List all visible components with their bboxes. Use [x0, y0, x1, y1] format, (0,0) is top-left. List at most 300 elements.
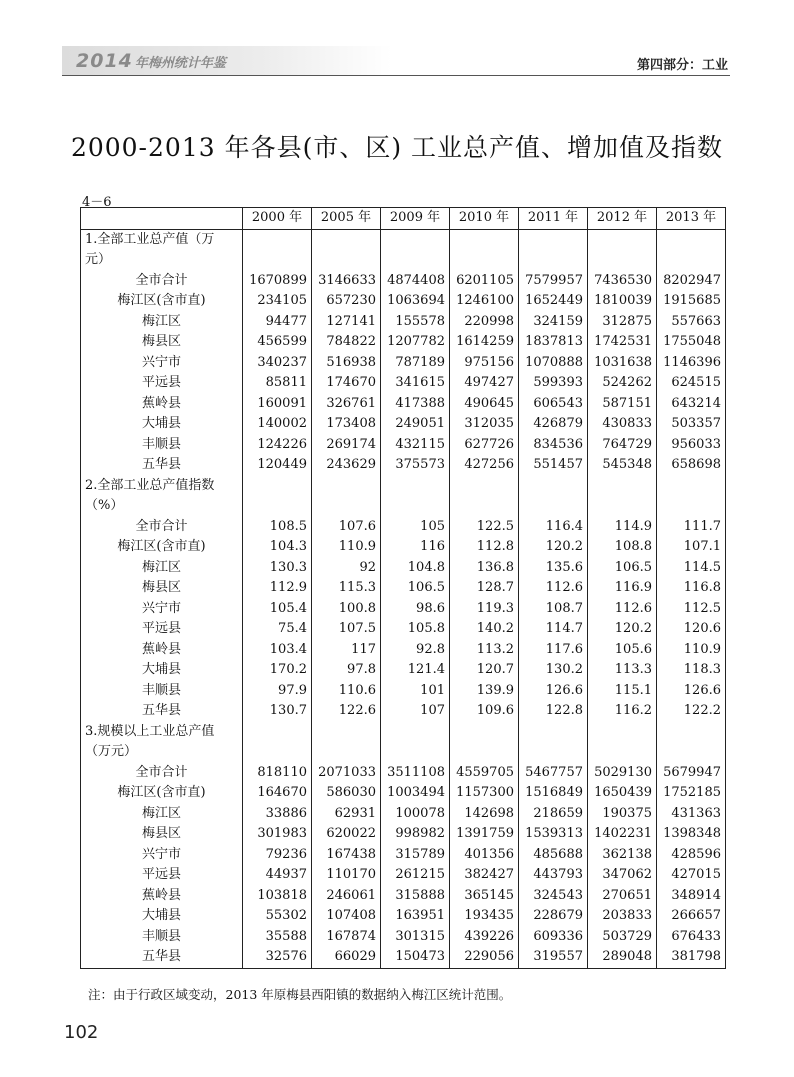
table-cell [312, 229, 381, 250]
section-label-cell: （万元） [81, 742, 243, 763]
table-row [81, 558, 726, 579]
table-cell: 1614259 [450, 332, 519, 353]
table-cell: 97.8 [312, 660, 381, 681]
table-cell: 120.2 [588, 619, 657, 640]
corner-header-cell [81, 208, 243, 230]
table-cell: 155578 [381, 312, 450, 333]
table-cell: 107.5 [312, 619, 381, 640]
table-cell: 1742531 [588, 332, 657, 353]
table-cell [519, 722, 588, 743]
table-cell: 551457 [519, 455, 588, 476]
column-header: 2009 年 [381, 208, 450, 230]
table-cell: 956033 [657, 435, 726, 456]
table-cell: 112.9 [243, 578, 312, 599]
table-cell: 106.5 [381, 578, 450, 599]
table-cell: 35588 [243, 927, 312, 948]
table-cell: 128.7 [450, 578, 519, 599]
table-cell: 106.5 [588, 558, 657, 579]
table-cell [312, 742, 381, 763]
table-cell [588, 229, 657, 250]
table-cell: 108.7 [519, 599, 588, 620]
table-cell: 545348 [588, 455, 657, 476]
table-cell: 620022 [312, 824, 381, 845]
table-cell: 1157300 [450, 783, 519, 804]
table-row [81, 291, 726, 312]
table-cell [657, 476, 726, 497]
table-cell: 787189 [381, 353, 450, 374]
column-header: 2012 年 [588, 208, 657, 230]
row-label: 梅江区 [81, 804, 243, 825]
table-cell: 301315 [381, 927, 450, 948]
table-cell: 1650439 [588, 783, 657, 804]
row-label: 大埔县 [81, 906, 243, 927]
table-cell: 658698 [657, 455, 726, 476]
row-label: 梅江区(含市直) [81, 291, 243, 312]
row-label: 丰顺县 [81, 927, 243, 948]
table-cell [588, 742, 657, 763]
table-cell: 44937 [243, 865, 312, 886]
table-cell [588, 722, 657, 743]
table-cell: 998982 [381, 824, 450, 845]
table-row [81, 332, 726, 353]
row-label: 梅县区 [81, 824, 243, 845]
table-cell: 246061 [312, 886, 381, 907]
table-cell: 113.3 [588, 660, 657, 681]
table-cell: 427256 [450, 455, 519, 476]
table-cell: 301983 [243, 824, 312, 845]
table-cell: 975156 [450, 353, 519, 374]
table-cell [588, 250, 657, 271]
table-cell: 110.9 [312, 537, 381, 558]
row-label: 梅县区 [81, 578, 243, 599]
table-row [81, 435, 726, 456]
table-cell: 122.2 [657, 701, 726, 722]
row-label: 平远县 [81, 373, 243, 394]
page-title: 2000-2013 年各县(市、区) 工业总产值、增加值及指数 [70, 133, 724, 162]
table-cell: 117.6 [519, 640, 588, 661]
table-cell: 126.6 [519, 681, 588, 702]
table-cell: 107 [381, 701, 450, 722]
table-cell [243, 496, 312, 517]
table-cell: 107.1 [657, 537, 726, 558]
table-cell: 381798 [657, 947, 726, 968]
table-cell: 557663 [657, 312, 726, 333]
table-cell: 130.2 [519, 660, 588, 681]
column-header: 2000 年 [243, 208, 312, 230]
table-cell: 163951 [381, 906, 450, 927]
table-cell: 1031638 [588, 353, 657, 374]
table-cell: 7579957 [519, 271, 588, 292]
table-cell: 348914 [657, 886, 726, 907]
table-cell: 431363 [657, 804, 726, 825]
table-cell [312, 722, 381, 743]
column-header: 2013 年 [657, 208, 726, 230]
table-cell: 516938 [312, 353, 381, 374]
table-row [81, 455, 726, 476]
table-header-row [81, 208, 726, 230]
table-cell [243, 742, 312, 763]
column-header: 2005 年 [312, 208, 381, 230]
table-cell: 228679 [519, 906, 588, 927]
table-row [81, 353, 726, 374]
table-cell: 624515 [657, 373, 726, 394]
table-cell [657, 722, 726, 743]
table-cell [312, 250, 381, 271]
table-cell [381, 229, 450, 250]
table-cell: 126.6 [657, 681, 726, 702]
table-cell: 116.8 [657, 578, 726, 599]
table-cell: 340237 [243, 353, 312, 374]
section-label-cell: 1.全部工业总产值（万 [81, 229, 243, 250]
table-row [81, 783, 726, 804]
table-cell: 401356 [450, 845, 519, 866]
data-table [80, 207, 726, 969]
yearbook-title [76, 50, 226, 72]
section-label-cell: （%） [81, 496, 243, 517]
table-cell: 1003494 [381, 783, 450, 804]
table-cell [243, 229, 312, 250]
table-cell: 97.9 [243, 681, 312, 702]
table-cell: 101 [381, 681, 450, 702]
table-cell: 2071033 [312, 763, 381, 784]
table-cell: 107408 [312, 906, 381, 927]
table-cell: 261215 [381, 865, 450, 886]
table-cell: 657230 [312, 291, 381, 312]
table-cell: 324543 [519, 886, 588, 907]
row-label: 梅江区 [81, 312, 243, 333]
table-cell: 105.6 [588, 640, 657, 661]
row-label: 兴宁市 [81, 845, 243, 866]
table-row [81, 763, 726, 784]
page-number: 102 [64, 1022, 99, 1043]
table-cell: 116.4 [519, 517, 588, 538]
table-cell [450, 476, 519, 497]
table-cell: 503357 [657, 414, 726, 435]
table-cell: 115.1 [588, 681, 657, 702]
table-cell: 173408 [312, 414, 381, 435]
table-cell: 485688 [519, 845, 588, 866]
row-label: 平远县 [81, 865, 243, 886]
table-cell: 140002 [243, 414, 312, 435]
table-cell: 382427 [450, 865, 519, 886]
table-cell: 105.4 [243, 599, 312, 620]
table-cell: 269174 [312, 435, 381, 456]
table-row [81, 599, 726, 620]
table-cell: 606543 [519, 394, 588, 415]
table-cell [588, 496, 657, 517]
table-cell: 524262 [588, 373, 657, 394]
table-cell: 587151 [588, 394, 657, 415]
table-cell: 140.2 [450, 619, 519, 640]
table-cell: 98.6 [381, 599, 450, 620]
table-cell: 784822 [312, 332, 381, 353]
table-cell: 117 [312, 640, 381, 661]
table-cell: 112.6 [519, 578, 588, 599]
table-cell: 62931 [312, 804, 381, 825]
table-cell: 127141 [312, 312, 381, 333]
table-cell: 92 [312, 558, 381, 579]
table-cell: 319557 [519, 947, 588, 968]
table-cell: 243629 [312, 455, 381, 476]
table-row [81, 517, 726, 538]
table-cell: 1755048 [657, 332, 726, 353]
table-cell: 1652449 [519, 291, 588, 312]
table-cell: 110.6 [312, 681, 381, 702]
table-row [81, 537, 726, 558]
table-row [81, 394, 726, 415]
table-cell: 428596 [657, 845, 726, 866]
table-cell: 107.6 [312, 517, 381, 538]
row-label: 丰顺县 [81, 435, 243, 456]
table-cell: 312035 [450, 414, 519, 435]
row-label: 全市合计 [81, 517, 243, 538]
table-cell: 120.2 [519, 537, 588, 558]
column-header: 2011 年 [519, 208, 588, 230]
table-cell [450, 229, 519, 250]
table-cell: 417388 [381, 394, 450, 415]
table-cell: 490645 [450, 394, 519, 415]
table-cell [450, 742, 519, 763]
table-cell [243, 722, 312, 743]
row-label: 全市合计 [81, 271, 243, 292]
section-label-cell: 3.规模以上工业总产值 [81, 722, 243, 743]
row-label: 大埔县 [81, 660, 243, 681]
table-cell [381, 476, 450, 497]
table-cell: 130.7 [243, 701, 312, 722]
section-label: 第四部分：工业 [636, 58, 728, 73]
row-label: 平远县 [81, 619, 243, 640]
row-label: 兴宁市 [81, 599, 243, 620]
table-cell: 234105 [243, 291, 312, 312]
table-cell: 1246100 [450, 291, 519, 312]
table-cell: 124226 [243, 435, 312, 456]
table-cell: 115.3 [312, 578, 381, 599]
table-cell: 4874408 [381, 271, 450, 292]
table-cell: 112.6 [588, 599, 657, 620]
table-cell: 112.5 [657, 599, 726, 620]
table-cell: 109.6 [450, 701, 519, 722]
table-cell: 105.8 [381, 619, 450, 640]
table-cell: 105 [381, 517, 450, 538]
table-row [81, 804, 726, 825]
table-cell: 1070888 [519, 353, 588, 374]
table-row [81, 312, 726, 333]
row-label: 兴宁市 [81, 353, 243, 374]
section-heading-row [81, 742, 726, 763]
table-cell: 142698 [450, 804, 519, 825]
section-label-cell: 2.全部工业总产值指数 [81, 476, 243, 497]
table-cell: 315888 [381, 886, 450, 907]
table-cell: 92.8 [381, 640, 450, 661]
table-cell [450, 722, 519, 743]
page-header [62, 46, 730, 76]
table-cell: 3146633 [312, 271, 381, 292]
table-row [81, 927, 726, 948]
table-cell: 1146396 [657, 353, 726, 374]
table-cell: 315789 [381, 845, 450, 866]
table-cell: 266657 [657, 906, 726, 927]
section-heading-row [81, 476, 726, 497]
table-cell: 190375 [588, 804, 657, 825]
row-label: 全市合计 [81, 763, 243, 784]
table-cell: 55302 [243, 906, 312, 927]
table-cell: 100.8 [312, 599, 381, 620]
table-cell: 111.7 [657, 517, 726, 538]
section-heading-row [81, 250, 726, 271]
table-row [81, 845, 726, 866]
table-cell: 116 [381, 537, 450, 558]
table-cell: 193435 [450, 906, 519, 927]
table-cell: 426879 [519, 414, 588, 435]
table-row [81, 824, 726, 845]
header-rule [62, 75, 730, 76]
table-cell: 119.3 [450, 599, 519, 620]
table-row [81, 271, 726, 292]
table-cell: 139.9 [450, 681, 519, 702]
table-cell: 3511108 [381, 763, 450, 784]
table-cell [381, 496, 450, 517]
table-cell: 104.3 [243, 537, 312, 558]
table-cell: 676433 [657, 927, 726, 948]
table-cell: 5467757 [519, 763, 588, 784]
table-cell: 439226 [450, 927, 519, 948]
table-cell: 7436530 [588, 271, 657, 292]
table-cell: 218659 [519, 804, 588, 825]
table-cell: 1391759 [450, 824, 519, 845]
table-cell: 503729 [588, 927, 657, 948]
table-cell: 110170 [312, 865, 381, 886]
table-cell: 1810039 [588, 291, 657, 312]
row-label: 梅县区 [81, 332, 243, 353]
table-cell: 103818 [243, 886, 312, 907]
table-cell: 1752185 [657, 783, 726, 804]
table-cell: 456599 [243, 332, 312, 353]
table-cell: 324159 [519, 312, 588, 333]
table-cell: 1207782 [381, 332, 450, 353]
row-label: 蕉岭县 [81, 394, 243, 415]
table-cell: 326761 [312, 394, 381, 415]
table-cell: 6201105 [450, 271, 519, 292]
table-cell: 112.8 [450, 537, 519, 558]
table-cell: 365145 [450, 886, 519, 907]
table-cell: 121.4 [381, 660, 450, 681]
table-row [81, 681, 726, 702]
table-cell: 118.3 [657, 660, 726, 681]
table-cell: 1670899 [243, 271, 312, 292]
table-cell: 8202947 [657, 271, 726, 292]
table-cell: 497427 [450, 373, 519, 394]
table-cell: 203833 [588, 906, 657, 927]
table-cell: 114.5 [657, 558, 726, 579]
table-cell: 289048 [588, 947, 657, 968]
table-cell: 1402231 [588, 824, 657, 845]
table-cell: 85811 [243, 373, 312, 394]
table-cell: 432115 [381, 435, 450, 456]
table-cell: 347062 [588, 865, 657, 886]
table-cell [519, 229, 588, 250]
table-code: 4－6 [82, 195, 112, 210]
table-cell [450, 250, 519, 271]
table-cell [519, 250, 588, 271]
table-cell [657, 250, 726, 271]
table-cell [381, 722, 450, 743]
table-cell: 312875 [588, 312, 657, 333]
row-label: 丰顺县 [81, 681, 243, 702]
row-label: 梅江区(含市直) [81, 537, 243, 558]
table-cell [657, 229, 726, 250]
table-cell: 108.5 [243, 517, 312, 538]
row-label: 梅江区 [81, 558, 243, 579]
table-cell [381, 742, 450, 763]
row-label: 五华县 [81, 455, 243, 476]
table-cell: 160091 [243, 394, 312, 415]
table-cell: 113.2 [450, 640, 519, 661]
table-cell: 1398348 [657, 824, 726, 845]
table-row [81, 660, 726, 681]
table-row [81, 619, 726, 640]
table-cell: 122.6 [312, 701, 381, 722]
table-cell: 430833 [588, 414, 657, 435]
table-cell: 834536 [519, 435, 588, 456]
table-cell [519, 742, 588, 763]
section-heading-row [81, 496, 726, 517]
table-cell [657, 496, 726, 517]
table-cell: 1063694 [381, 291, 450, 312]
table-cell: 103.4 [243, 640, 312, 661]
table-cell: 164670 [243, 783, 312, 804]
row-label: 梅江区(含市直) [81, 783, 243, 804]
table-cell: 120449 [243, 455, 312, 476]
column-header: 2010 年 [450, 208, 519, 230]
table-body [81, 229, 726, 968]
section-heading-row [81, 229, 726, 250]
row-label: 蕉岭县 [81, 640, 243, 661]
table-cell: 4559705 [450, 763, 519, 784]
table-cell [450, 496, 519, 517]
table-cell: 108.8 [588, 537, 657, 558]
table-cell: 427015 [657, 865, 726, 886]
table-cell [519, 496, 588, 517]
row-label: 蕉岭县 [81, 886, 243, 907]
table-cell: 114.9 [588, 517, 657, 538]
table-cell: 122.5 [450, 517, 519, 538]
table-cell: 135.6 [519, 558, 588, 579]
table-row [81, 701, 726, 722]
table-cell: 818110 [243, 763, 312, 784]
table-cell: 764729 [588, 435, 657, 456]
yearbook-name: 年梅州统计年鉴 [134, 56, 226, 71]
yearbook-year: 2014 [76, 50, 133, 72]
table-row [81, 865, 726, 886]
table-cell: 1539313 [519, 824, 588, 845]
table-cell: 270651 [588, 886, 657, 907]
table-cell: 627726 [450, 435, 519, 456]
table-cell: 136.8 [450, 558, 519, 579]
table-cell: 100078 [381, 804, 450, 825]
table-row [81, 947, 726, 968]
table-cell: 362138 [588, 845, 657, 866]
table-cell: 249051 [381, 414, 450, 435]
section-heading-row [81, 722, 726, 743]
table-cell [312, 476, 381, 497]
table-cell: 170.2 [243, 660, 312, 681]
table-cell [381, 250, 450, 271]
table-cell: 122.8 [519, 701, 588, 722]
table-cell: 32576 [243, 947, 312, 968]
table-cell: 79236 [243, 845, 312, 866]
table-cell: 110.9 [657, 640, 726, 661]
table-cell: 94477 [243, 312, 312, 333]
